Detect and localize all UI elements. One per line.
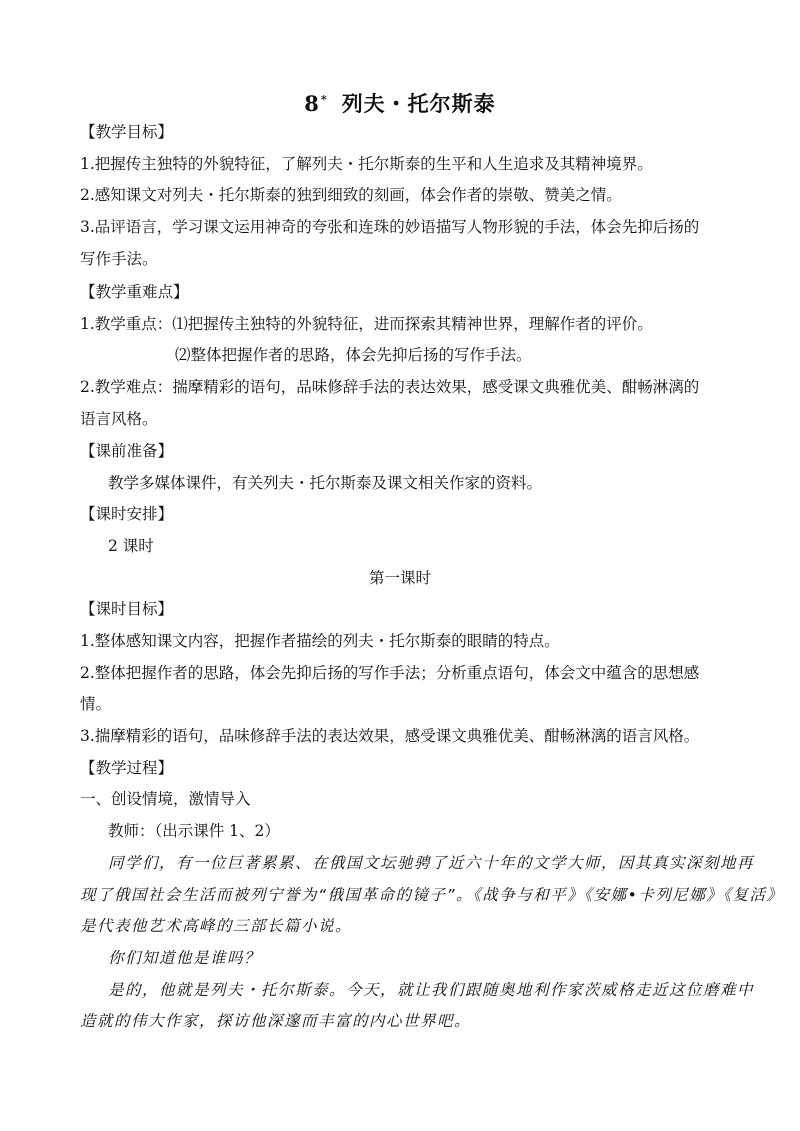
process-heading: 【教学过程】 (80, 759, 174, 777)
speech-1-line-3: 是代表他艺术高峰的三部长篇小说。 (80, 917, 353, 935)
goal-1: 1.把握传主独特的外貌特征，了解列夫・托尔斯泰的生平和人生追求及其精神境界。 (80, 155, 653, 173)
speech-2: 你们知道他是谁吗？ (108, 949, 262, 967)
key-point-1b: ⑵整体把握作者的思路，体会先抑后扬的写作手法。 (175, 346, 532, 364)
goal-3-line-2: 写作手法。 (80, 250, 158, 268)
lesson-goal-2-line-2: 情。 (80, 695, 112, 713)
goal-2: 2.感知课文对列夫・托尔斯泰的独到细致的刻画，体会作者的崇敬、赞美之情。 (80, 186, 622, 204)
key-point-2-line-1: 2.教学难点：揣摩精彩的语句，品味修辞手法的表达效果，感受课文典雅优美、酣畅淋漓的 (80, 378, 700, 396)
lesson-goal-2-line-1: 2.整体把握作者的思路，体会先抑后扬的写作手法；分析重点语句，体会文中蕴含的思想感 (80, 664, 700, 682)
schedule-text: 2 课时 (108, 537, 154, 555)
goals-heading: 【教学目标】 (80, 123, 174, 141)
teacher-line: 教师：（出示课件 1、2） (108, 822, 280, 840)
speech-3-line-2: 造就的伟大作家，探访他深邃而丰富的内心世界吧。 (80, 1012, 472, 1030)
lesson-goal-3: 3.揣摩精彩的语句，品味修辞手法的表达效果，感受课文典雅优美、酣畅淋漓的语言风格。 (80, 727, 700, 745)
key-point-1: 1.教学重点：⑴把握传主独特的外貌特征，进而探索其精神世界，理解作者的评价。 (80, 315, 653, 333)
speech-3-line-1: 是的，他就是列夫・托尔斯泰。今天，就让我们跟随奥地利作家茨威格走近这位磨难中 (108, 981, 755, 999)
key-point-2-line-2: 语言风格。 (80, 410, 158, 428)
key-heading: 【教学重难点】 (80, 283, 189, 301)
prep-text: 教学多媒体课件，有关列夫・托尔斯泰及课文相关作家的资料。 (108, 474, 543, 492)
title-text: 列夫・托尔斯泰 (341, 91, 496, 116)
prep-heading: 【课前准备】 (80, 442, 174, 460)
schedule-heading: 【课时安排】 (80, 505, 174, 523)
lesson-goals-heading: 【课时目标】 (80, 600, 174, 618)
lesson-title: 第一课时 (368, 569, 431, 587)
page-title (0, 86, 800, 118)
speech-1-line-1: 同学们，有一位巨著累累、在俄国文坛驰骋了近六十年的文学大师，因其真实深刻地再 (108, 854, 755, 872)
title-asterisk: * (320, 93, 328, 106)
goal-3-line-1: 3.品评语言，学习课文运用神奇的夸张和连珠的妙语描写人物形貌的手法，体会先抑后扬的 (80, 218, 700, 236)
speech-1-line-2: 现了俄国社会生活而被列宁誉为“俄国革命的镜子”。《战争与和平》《安娜•卡列尼娜》《复活》 (80, 886, 784, 904)
title-number: 8 (304, 91, 320, 116)
process-step-1: 一、创设情境，激情导入 (80, 790, 251, 808)
lesson-goal-1: 1.整体感知课文内容，把握作者描绘的列夫・托尔斯泰的眼睛的特点。 (80, 632, 560, 650)
